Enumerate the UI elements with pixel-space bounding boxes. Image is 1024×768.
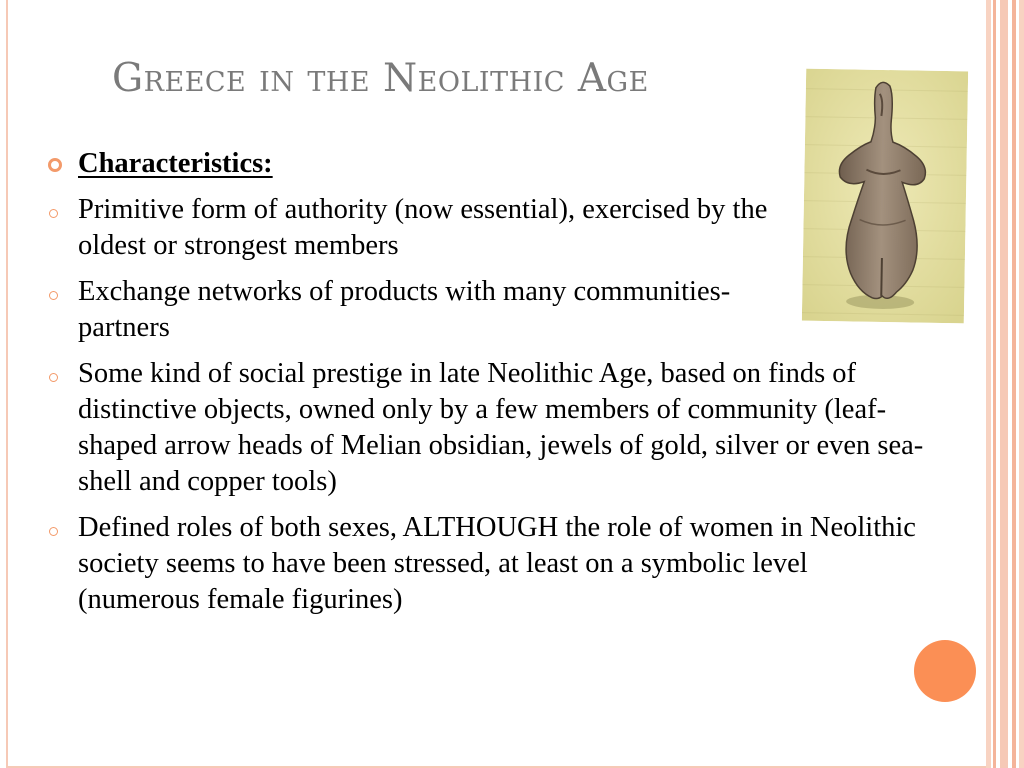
bullet-item [46,274,778,346]
decor-stripe [1012,0,1016,768]
bullet-small-circle-icon [49,291,58,300]
bullet-text: Defined roles of both sexes, ALTHOUGH the role of women in Neolithic society seems to have been stressed, at least on a symbolic level (numerous female figurines) [78,512,916,615]
decor-stripe [993,0,996,768]
figurine-image [802,69,968,324]
heading-text: Characteristics: [78,148,273,179]
slide-title: Greece in the Neolithic Age [112,56,649,101]
bullet-small-circle-icon [49,209,58,218]
bullet-text: Primitive form of authority (now essential), exercised by the oldest or strongest members [78,194,768,261]
bullet-item [46,510,918,618]
bullet-text: Some kind of social prestige in late Neolithic Age, based on finds of distinctive objects, owned only by a few members of community (leaf-shaped arrow heads of Melian obsidian, jewels of gold, silver or even sea-shell and copper tools) [78,358,924,497]
decor-stripe [1000,0,1008,768]
decor-stripe [986,0,991,768]
bullet-text: Exchange networks of products with many communities-partners [78,276,731,343]
bullet-circle-icon [48,158,62,172]
decor-stripe [1019,0,1024,768]
bullet-small-circle-icon [49,527,58,536]
bullet-small-circle-icon [49,373,58,382]
bullet-item [46,192,798,264]
decor-dot [914,640,976,702]
bullet-item [46,356,926,500]
slide-content [46,146,926,628]
heading-item [46,146,926,182]
